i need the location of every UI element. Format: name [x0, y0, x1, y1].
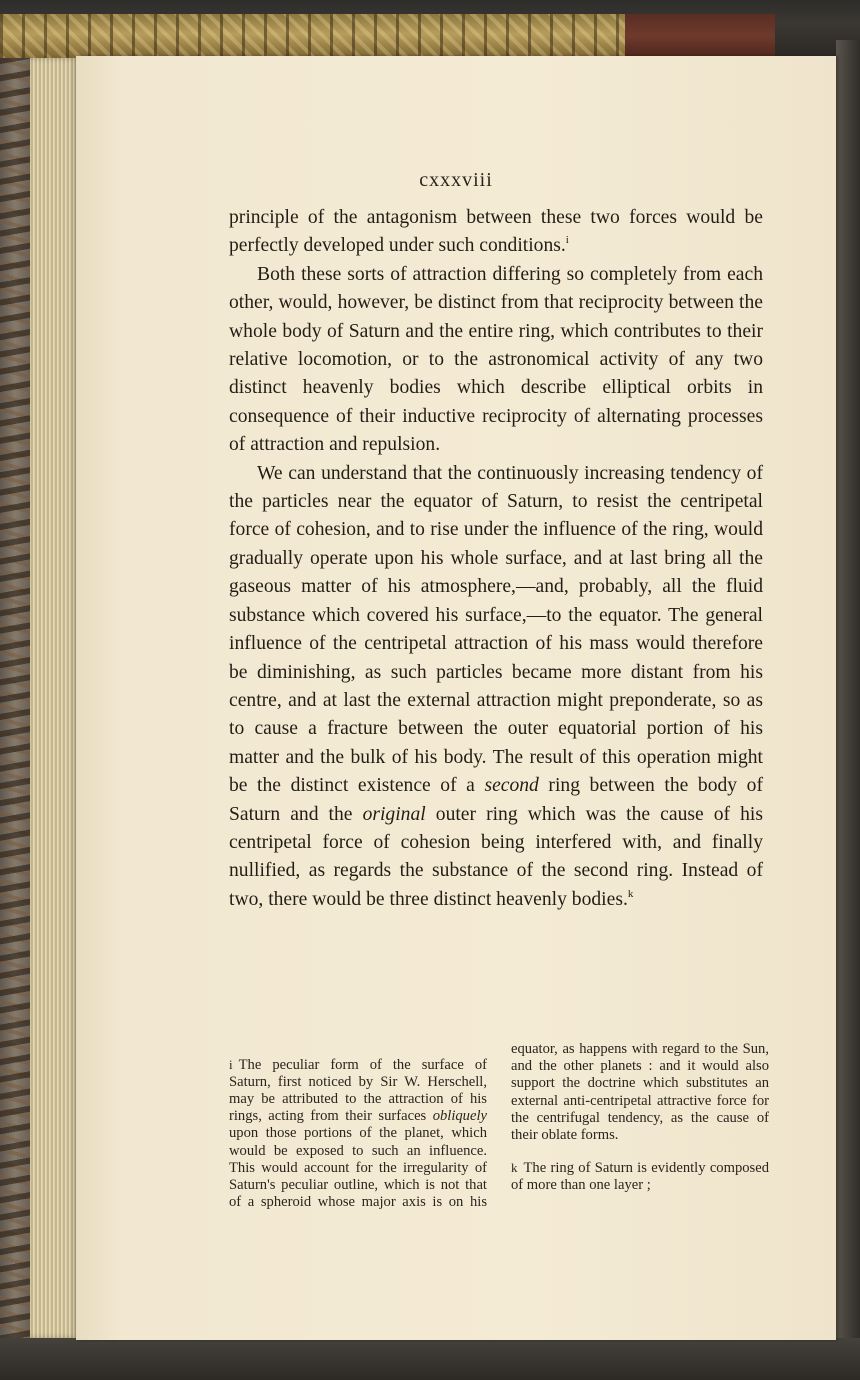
marbled-cover-edge [0, 58, 30, 1340]
emphasis-obliquely: obliquely [432, 1108, 487, 1125]
footnote-ref-i: i [565, 234, 569, 247]
footnote-ref-k: k [627, 887, 634, 900]
book-cover-corner [625, 14, 775, 58]
paragraph-3 [229, 460, 763, 915]
footnotes [229, 1041, 769, 1213]
book-spine-shadow [836, 40, 860, 1350]
book-bottom-background [0, 1338, 860, 1380]
emphasis-second: second [484, 775, 539, 797]
paragraph-1-text: principle of the antagonism between these two forces would be perfectly developed under such conditions. [229, 207, 763, 257]
footnote-i-mark: i [229, 1056, 233, 1072]
main-text [229, 204, 763, 914]
footnote-i-text-b: upon those portions of the planet, which would be exposed to such an influence. This would account for the irregularity of Saturn's peculiar outline, which is not that of a spheroid whose major axis is on his equator, as happens with regard to the Sun, and the other planets : and it would also support the doctrine which substitutes an external anti-centripetal attractive force for the centrifugal tendency, as the cause of their oblate forms. [229, 1041, 769, 1211]
paragraph-3-text-c: outer ring which was the cause of his centripetal force of cohesion being interfered with, and finally nullified, as regards the substance of the second ring. Instead of two, there would be three distinct heavenly bodies. [229, 803, 763, 910]
footnote-i-text-a: The peculiar form of the surface of Saturn, first noticed by Sir W. Herschell, may be attributed to the attraction of his rings, acting from their surfaces [229, 1056, 487, 1125]
paragraph-2: Both these sorts of attraction differing so completely from each other, would, however, be distinct from that reciprocity between the whole body of Saturn and the entire ring, which contributes to their relative locomotion, or to the astronomical activity of any two distinct heavenly bodies which describe elliptical orbits in consequence of their inductive reciprocity of alternating processes of attraction and repulsion. [229, 263, 763, 456]
paragraph-3-text-a: We can understand that the continuously increasing tendency of the particles near the equator of Saturn, to resist the centripetal force of cohesion, and to rise under the influence of the ring, would gradually operate upon his whole surface, and at last bring all the gaseous matter of his atmosphere,—and, probably, all the fluid substance which covered his surface,—to the equator. The general influence of the centripetal attraction of his mass would therefore be diminishing, as such particles became more distant from his centre, and at last the external attraction might preponderate, so as to cause a fracture between the outer equatorial portion of his matter and the bulk of his body. The result of this operation might be the distinct existence of a [229, 462, 763, 797]
footnote-k [511, 1159, 769, 1194]
stacked-page-edges [30, 58, 78, 1338]
footnote-columns [229, 1041, 769, 1213]
emphasis-original: original [362, 803, 426, 825]
gilt-page-edge [0, 14, 640, 60]
footnote-k-text: The ring of Saturn is evidently composed of more than one layer ; [511, 1159, 769, 1194]
paragraph-3-text-b: ring between the body of Saturn and the [229, 775, 763, 825]
page-number: cxxxviii [419, 169, 493, 191]
footnote-k-mark: k [511, 1159, 518, 1175]
paragraph-1 [229, 204, 763, 261]
